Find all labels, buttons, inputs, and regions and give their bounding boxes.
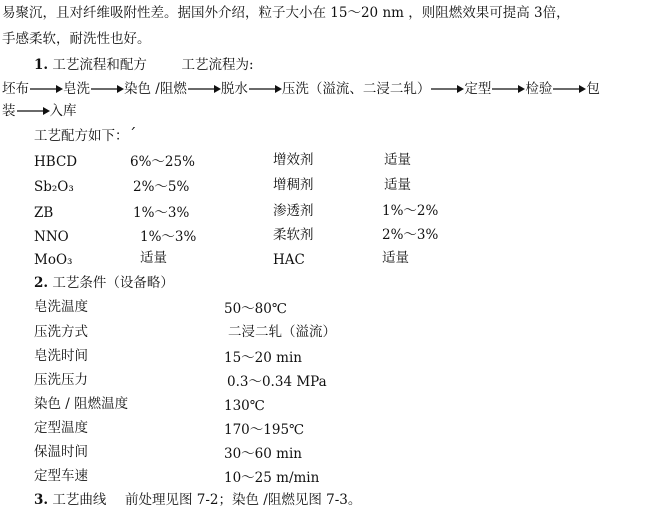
formula-amount: 2%～5% [133, 179, 190, 195]
process-flow [2, 79, 600, 99]
flow-step: 压洗（溢流、二浸二轧） [281, 81, 431, 97]
arrow-icon [90, 79, 124, 99]
arrow-icon [491, 79, 525, 99]
condition-label: 定型车速 [34, 468, 88, 484]
arrow-icon [552, 79, 586, 99]
condition-value: 30～60 min [224, 446, 302, 462]
formula-name-2: 渗透剂 [273, 203, 314, 219]
condition-label: 染色 / 阻燃温度 [34, 396, 129, 412]
formula-amount-2: 适量 [384, 177, 411, 193]
formula-name-2: 增稠剂 [273, 177, 314, 193]
formula-amount-2: 2%～3% [382, 227, 439, 243]
condition-label: 皂洗温度 [34, 299, 88, 315]
condition-label: 保温时间 [34, 444, 88, 460]
section-1-number: 1. [34, 57, 49, 73]
flow-title: 工艺流程为: [181, 57, 254, 73]
arrow-icon [248, 79, 282, 99]
flow-step: 包 [586, 81, 600, 97]
formula-name-2: 柔软剂 [273, 227, 314, 243]
formula-title-text: 工艺配方如下： [34, 128, 129, 144]
formula-amount: 适量 [140, 250, 167, 266]
formula-name: ZB [34, 205, 54, 221]
formula-amount: 1%～3% [133, 205, 190, 221]
formula-amount-2: 适量 [382, 250, 409, 266]
formula-name-2: HAC [273, 252, 305, 268]
condition-value: 二浸二轧（溢流） [228, 324, 336, 340]
section-2-title: 工艺条件（设备略） [52, 275, 174, 291]
condition-value: 0.3～0.34 MPa [227, 374, 327, 390]
formula-name: HBCD [34, 154, 78, 170]
flow-step: 坯布 [2, 81, 29, 97]
flow-step: 定型 [464, 81, 492, 97]
condition-label: 压洗压力 [34, 372, 88, 388]
flow-step: 入库 [49, 103, 77, 119]
flow-step: 脱水 [220, 81, 248, 97]
condition-value: 15～20 min [224, 350, 302, 366]
formula-name: NNO [34, 229, 69, 245]
formula-amount-2: 适量 [384, 152, 411, 168]
flow-step: 皂洗 [63, 81, 90, 97]
section-3-number: 3. [34, 492, 49, 508]
formula-name-2: 增效剂 [273, 152, 314, 168]
formula-name: Sb₂O₃ [34, 179, 74, 195]
condition-value: 130℃ [224, 398, 265, 414]
condition-value: 170～195℃ [224, 422, 305, 438]
section-2-number: 2. [34, 275, 49, 291]
arrow-icon [187, 79, 221, 99]
condition-value: 10～25 m/min [224, 470, 320, 486]
process-flow-wrap [2, 101, 77, 121]
condition-label: 皂洗时间 [34, 348, 88, 364]
intro-line-2: 手感柔软，耐洗性也好。 [2, 31, 151, 47]
formula-title [34, 125, 137, 146]
condition-value: 50～80℃ [224, 301, 287, 317]
condition-label: 压洗方式 [34, 324, 88, 340]
section-2-heading [34, 273, 174, 293]
intro-line-1: 易聚沉，且对纤维吸附性差。据国外介绍，粒子大小在 15～20 nm ，则阻燃效果可提高 3倍， [2, 5, 570, 21]
formula-amount-2: 1%～2% [382, 203, 439, 219]
formula-amount: 1%～3% [140, 229, 197, 245]
flow-step: 检验 [525, 81, 553, 97]
section-3-heading [34, 490, 361, 510]
formula-amount: 6%～25% [130, 154, 195, 170]
flow-step: 染色 /阻燃 [124, 81, 187, 97]
arrow-icon [16, 101, 50, 121]
section-3-title: 工艺曲线 [52, 492, 107, 508]
flow-wrap: 装 [2, 103, 16, 119]
arrow-icon [29, 79, 63, 99]
section-1-heading [34, 55, 254, 75]
condition-label: 定型温度 [34, 420, 88, 436]
section-1-title: 工艺流程和配方 [52, 57, 147, 73]
formula-mark: ˊ [128, 125, 137, 144]
arrow-icon [430, 79, 464, 99]
formula-name: MoO₃ [34, 252, 73, 268]
section-3-text: 前处理见图 7-2；染色 /阻燃见图 7-3。 [124, 492, 362, 508]
